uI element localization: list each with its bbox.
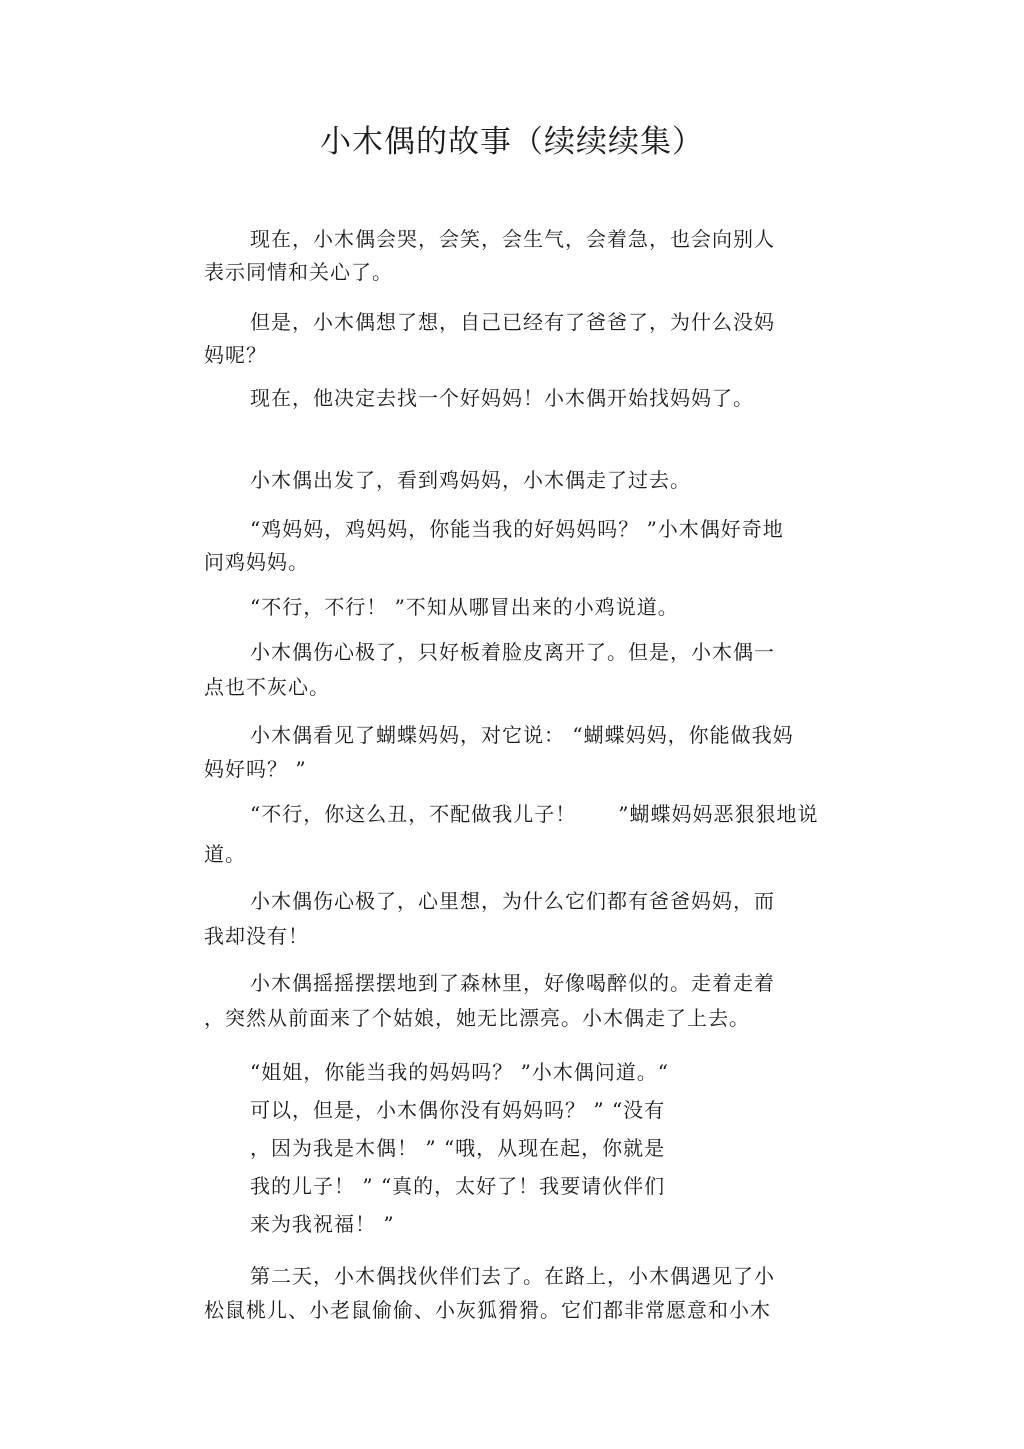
text-line: 来为我祝福！ ” [250, 1212, 395, 1236]
text-line: 问鸡妈妈。 [204, 550, 309, 574]
text-line: 但是，小木偶想了想，自己已经有了爸爸了，为什么没妈 [250, 310, 775, 334]
text-line: 小木偶摇摇摆摆地到了森林里，好像喝醉似的。走着走着 [250, 971, 775, 995]
text-line: 点也不灰心。 [204, 675, 330, 699]
text-line: 松鼠桃儿、小老鼠偷偷、小灰狐猾猾。它们都非常愿意和小木 [204, 1298, 771, 1322]
text-line: 现在，他决定去找一个好妈妈！小木偶开始找妈妈了。 [250, 386, 754, 410]
text-line: 表示同情和关心了。 [204, 260, 393, 284]
text-line: “鸡妈妈，鸡妈妈，你能当我的好妈妈吗？ ”小木偶好奇地 [250, 517, 784, 541]
text-line: 小木偶出发了，看到鸡妈妈，小木偶走了过去。 [250, 468, 691, 492]
text-line: 第二天，小木偶找伙伴们去了。在路上，小木偶遇见了小 [250, 1264, 775, 1288]
text-line: 我却没有！ [204, 924, 309, 948]
text-line: 小木偶伤心极了，只好板着脸皮离开了。但是，小木偶一 [250, 640, 775, 664]
text-line: 妈好吗？ ” [204, 757, 307, 781]
text-line: 小木偶伤心极了，心里想，为什么它们都有爸爸妈妈，而 [250, 889, 775, 913]
text-line: 现在，小木偶会哭，会笑，会生气，会着急，也会向别人 [250, 227, 775, 251]
text-line: “不行，你这么丑，不配做我儿子！ ”蝴蝶妈妈恶狠狠地说 [250, 802, 819, 826]
text-line: ，因为我是木偶！ ” “哦，从现在起，你就是 [250, 1136, 666, 1160]
text-line: 我的儿子！ ” “真的，太好了！我要请伙伴们 [250, 1174, 666, 1198]
document-title: 小木偶的故事（续续续集） [320, 124, 704, 160]
text-line: 妈呢？ [204, 343, 267, 367]
text-line: ，突然从前面来了个姑娘，她无比漂亮。小木偶走了上去。 [204, 1006, 750, 1030]
text-line: 可以，但是，小木偶你没有妈妈吗？ ” “没有 [250, 1098, 666, 1122]
text-line: 道。 [204, 842, 246, 866]
text-line: 小木偶看见了蝴蝶妈妈，对它说： “蝴蝶妈妈，你能做我妈 [250, 723, 794, 747]
text-line: “姐姐，你能当我的妈妈吗？ ”小木偶问道。“ [250, 1060, 670, 1084]
text-line: “不行，不行！ ”不知从哪冒出来的小鸡说道。 [250, 595, 679, 619]
